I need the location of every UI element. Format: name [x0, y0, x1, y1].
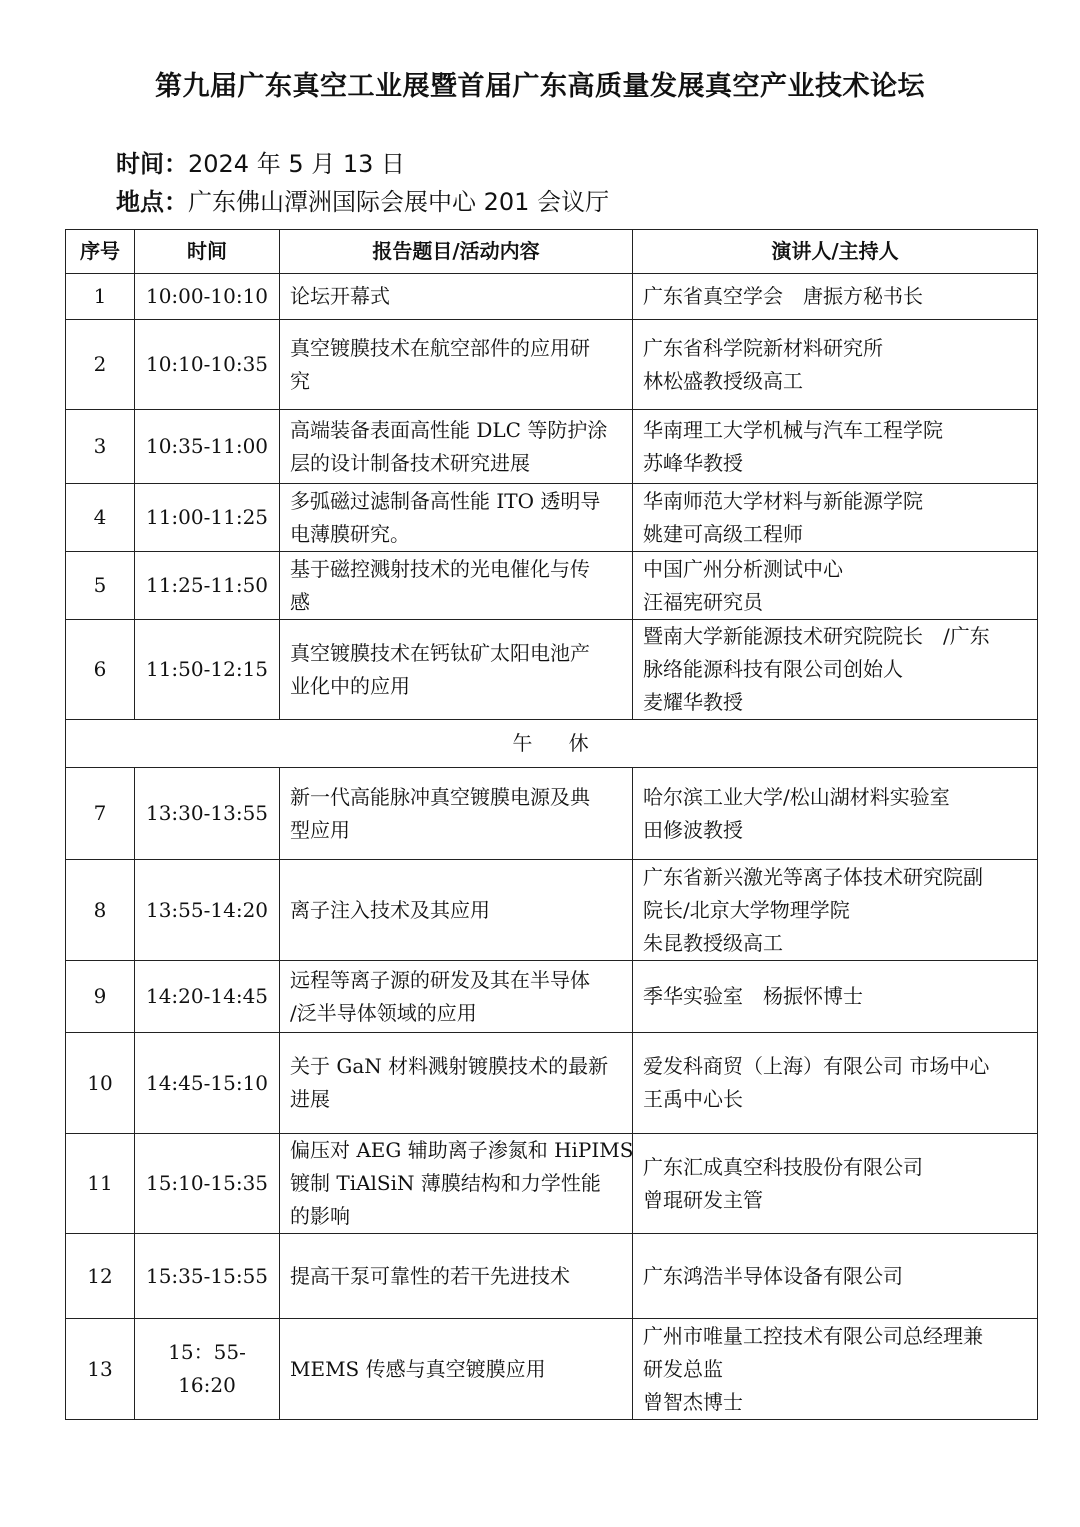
- table-row: [66, 1319, 1038, 1420]
- table-row: [66, 1134, 1038, 1234]
- row-topic: [280, 1319, 633, 1420]
- table-header-row: [66, 230, 1038, 274]
- row-time: 10:10-10:35: [135, 320, 280, 410]
- topic-line: 镀制 TiAlSiN 薄膜结构和力学性能: [290, 1171, 601, 1195]
- speaker-line: 麦耀华教授: [643, 690, 743, 714]
- topic-line: 关于 GaN 材料溅射镀膜技术的最新: [290, 1054, 609, 1078]
- page-title: 第九届广东真空工业展暨首届广东高质量发展真空产业技术论坛: [155, 71, 925, 102]
- lunch-break-row: [66, 720, 1038, 768]
- topic-line: 电薄膜研究。: [290, 521, 410, 546]
- topic-line: 究: [290, 368, 310, 393]
- place-value: 广东佛山潭洲国际会展中心 201 会议厅: [188, 188, 610, 216]
- speaker-line: 哈尔滨工业大学/松山湖材料实验室: [643, 784, 950, 809]
- table-row: [66, 484, 1038, 552]
- row-time: 14:45-15:10: [135, 1033, 280, 1134]
- speaker-line: 脉络能源科技有限公司创始人: [643, 657, 903, 681]
- table-row: [66, 620, 1038, 720]
- topic-line: 远程等离子源的研发及其在半导体: [290, 967, 590, 992]
- table-row: [66, 1234, 1038, 1319]
- topic-line: 的影响: [290, 1204, 350, 1228]
- row-time: 14:20-14:45: [135, 961, 280, 1033]
- topic-line: 业化中的应用: [290, 673, 410, 698]
- speaker-line: 汪福宪研究员: [643, 589, 763, 614]
- row-number: 3: [66, 410, 135, 484]
- speaker-line: 苏峰华教授: [643, 450, 743, 475]
- header-topic: 报告题目/活动内容: [280, 230, 633, 274]
- speaker-line: 爱发科商贸（上海）有限公司 市场中心: [643, 1054, 990, 1078]
- row-topic: [280, 484, 633, 552]
- row-time: 10:00-10:10: [135, 274, 280, 320]
- topic-line: 感: [290, 589, 310, 614]
- row-time: 15:10-15:35: [135, 1134, 280, 1234]
- speaker-line: 姚建可高级工程师: [643, 521, 803, 546]
- topic-line: 多弧磁过滤制备高性能 ITO 透明导: [290, 488, 601, 513]
- topic-line: 新一代高能脉冲真空镀膜电源及典: [290, 784, 590, 809]
- row-topic: [280, 1033, 633, 1134]
- topic-line: 离子注入技术及其应用: [290, 897, 490, 922]
- topic-line: 偏压对 AEG 辅助离子渗氮和 HiPIMS: [290, 1138, 634, 1162]
- row-topic: [280, 620, 633, 720]
- topic-line: 真空镀膜技术在钙钛矿太阳电池产: [290, 640, 590, 665]
- row-speaker: [633, 274, 1038, 320]
- row-topic: [280, 320, 633, 410]
- row-time: 15:35-15:55: [135, 1234, 280, 1319]
- event-time: [116, 144, 405, 179]
- table-row: [66, 961, 1038, 1033]
- speaker-line: 华南理工大学机械与汽车工程学院: [643, 417, 943, 442]
- row-time: 10:35-11:00: [135, 410, 280, 484]
- row-time: 15：55-16:20: [135, 1319, 280, 1420]
- speaker-line: 朱昆教授级高工: [643, 930, 783, 955]
- speaker-line: 广东汇成真空科技股份有限公司: [643, 1154, 923, 1179]
- speaker-line: 曾琨研发主管: [643, 1187, 763, 1212]
- speaker-line: 广东省新兴激光等离子体技术研究院副: [643, 864, 983, 889]
- row-topic: [280, 1234, 633, 1319]
- speaker-line: 广东省真空学会 唐振方秘书长: [643, 284, 923, 308]
- row-topic: [280, 552, 633, 620]
- row-number: 5: [66, 552, 135, 620]
- row-number: 8: [66, 860, 135, 961]
- row-topic: [280, 961, 633, 1033]
- row-number: 4: [66, 484, 135, 552]
- schedule-table: [65, 229, 1038, 1420]
- row-topic: [280, 1134, 633, 1234]
- speaker-line: 中国广州分析测试中心: [643, 556, 843, 581]
- table-row: [66, 1033, 1038, 1134]
- topic-line: 基于磁控溅射技术的光电催化与传: [290, 556, 590, 581]
- header-speaker: 演讲人/主持人: [633, 230, 1038, 274]
- speaker-line: 广东省科学院新材料研究所: [643, 335, 883, 360]
- row-time: 11:00-11:25: [135, 484, 280, 552]
- row-speaker: [633, 1134, 1038, 1234]
- header-time: 时间: [135, 230, 280, 274]
- row-time: 13:30-13:55: [135, 768, 280, 860]
- row-speaker: [633, 860, 1038, 961]
- time-label: 时间：: [116, 150, 188, 178]
- lunch-break-cell: [66, 720, 1038, 768]
- row-number: 1: [66, 274, 135, 320]
- row-speaker: [633, 1033, 1038, 1134]
- table-row: [66, 860, 1038, 961]
- speaker-line: 季华实验室 杨振怀博士: [643, 984, 863, 1008]
- topic-line: 论坛开幕式: [290, 284, 390, 308]
- table-row: [66, 274, 1038, 320]
- speaker-line: 田修波教授: [643, 817, 743, 842]
- row-speaker: [633, 620, 1038, 720]
- row-time: 13:55-14:20: [135, 860, 280, 961]
- lunch-break-label: 午 休: [512, 731, 591, 755]
- speaker-line: 广州市唯量工控技术有限公司总经理兼: [643, 1323, 983, 1348]
- row-number: 7: [66, 768, 135, 860]
- topic-line: 真空镀膜技术在航空部件的应用研: [290, 335, 590, 360]
- speaker-line: 广东鸿浩半导体设备有限公司: [643, 1263, 903, 1288]
- row-time: 11:50-12:15: [135, 620, 280, 720]
- row-number: 6: [66, 620, 135, 720]
- schedule-body: [66, 274, 1038, 1420]
- row-speaker: [633, 410, 1038, 484]
- row-number: 12: [66, 1234, 135, 1319]
- row-number: 13: [66, 1319, 135, 1420]
- row-speaker: [633, 320, 1038, 410]
- place-label: 地点：: [116, 188, 188, 216]
- speaker-line: 王禹中心长: [643, 1087, 743, 1111]
- row-time: 11:25-11:50: [135, 552, 280, 620]
- table-row: [66, 768, 1038, 860]
- row-speaker: [633, 961, 1038, 1033]
- row-topic: [280, 768, 633, 860]
- row-topic: [280, 860, 633, 961]
- topic-line: MEMS 传感与真空镀膜应用: [290, 1356, 546, 1381]
- topic-line: 提高干泵可靠性的若干先进技术: [290, 1263, 570, 1288]
- speaker-line: 曾智杰博士: [643, 1389, 743, 1414]
- speaker-line: 华南师范大学材料与新能源学院: [643, 488, 923, 513]
- topic-line: 层的设计制备技术研究进展: [290, 450, 530, 475]
- time-value: 2024 年 5 月 13 日: [188, 150, 406, 178]
- speaker-line: 研发总监: [643, 1356, 723, 1381]
- topic-line: 型应用: [290, 817, 350, 842]
- table-row: [66, 320, 1038, 410]
- header-no: 序号: [66, 230, 135, 274]
- event-place: [116, 182, 609, 217]
- row-number: 10: [66, 1033, 135, 1134]
- row-speaker: [633, 768, 1038, 860]
- topic-line: /泛半导体领域的应用: [290, 1000, 477, 1025]
- row-number: 11: [66, 1134, 135, 1234]
- table-row: [66, 552, 1038, 620]
- row-speaker: [633, 552, 1038, 620]
- topic-line: 进展: [290, 1087, 330, 1111]
- speaker-line: 暨南大学新能源技术研究院院长 /广东: [643, 624, 990, 648]
- speaker-line: 林松盛教授级高工: [643, 368, 803, 393]
- row-number: 9: [66, 961, 135, 1033]
- row-speaker: [633, 1319, 1038, 1420]
- row-topic: [280, 274, 633, 320]
- row-number: 2: [66, 320, 135, 410]
- row-speaker: [633, 1234, 1038, 1319]
- table-row: [66, 410, 1038, 484]
- row-topic: [280, 410, 633, 484]
- row-speaker: [633, 484, 1038, 552]
- speaker-line: 院长/北京大学物理学院: [643, 897, 850, 922]
- topic-line: 高端装备表面高性能 DLC 等防护涂: [290, 417, 608, 442]
